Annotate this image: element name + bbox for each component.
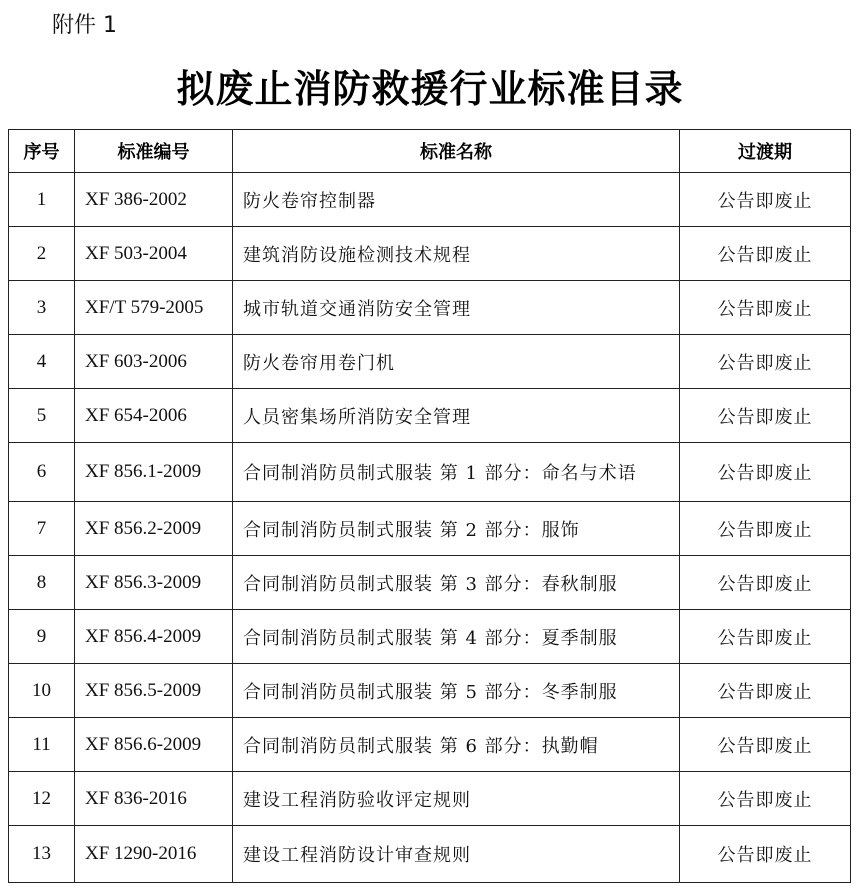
table-row [9, 502, 851, 556]
row-standard-code: XF 654-2006 [75, 389, 233, 443]
page-title: 拟废止消防救援行业标准目录 [176, 67, 684, 111]
row-serial-number: 9 [9, 610, 75, 664]
row-standard-name: 人员密集场所消防安全管理 [233, 389, 680, 443]
row-standard-code: XF 1290-2016 [75, 826, 233, 883]
row-transition-period: 公告即废止 [680, 664, 851, 718]
attachment-label: 附件 1 [52, 13, 117, 38]
row-standard-code: XF 856.5-2009 [75, 664, 233, 718]
row-standard-code: XF 856.1-2009 [75, 443, 233, 502]
row-standard-code: XF 603-2006 [75, 335, 233, 389]
header-standard-code: 标准编号 [75, 130, 233, 173]
table-row [9, 718, 851, 772]
header-transition-period: 过渡期 [680, 130, 851, 173]
row-standard-name: 建设工程消防设计审查规则 [233, 826, 680, 883]
row-standard-code: XF 503-2004 [75, 227, 233, 281]
table-row [9, 227, 851, 281]
row-transition-period: 公告即废止 [680, 281, 851, 335]
row-serial-number: 4 [9, 335, 75, 389]
row-serial-number: 11 [9, 718, 75, 772]
table-row [9, 335, 851, 389]
row-standard-name: 合同制消防员制式服装 第 1 部分：命名与术语 [233, 443, 680, 502]
row-standard-name: 合同制消防员制式服装 第 6 部分：执勤帽 [233, 718, 680, 772]
row-transition-period: 公告即废止 [680, 227, 851, 281]
header-serial-number: 序号 [9, 130, 75, 173]
row-standard-name: 建筑消防设施检测技术规程 [233, 227, 680, 281]
table-row [9, 610, 851, 664]
row-serial-number: 3 [9, 281, 75, 335]
row-standard-code: XF 386-2002 [75, 173, 233, 227]
row-serial-number: 10 [9, 664, 75, 718]
table-row [9, 664, 851, 718]
row-serial-number: 13 [9, 826, 75, 883]
row-transition-period: 公告即废止 [680, 826, 851, 883]
row-standard-name: 建设工程消防验收评定规则 [233, 772, 680, 826]
table-row [9, 281, 851, 335]
row-standard-code: XF 856.6-2009 [75, 718, 233, 772]
row-serial-number: 2 [9, 227, 75, 281]
row-transition-period: 公告即废止 [680, 610, 851, 664]
standards-table [8, 129, 851, 883]
row-standard-code: XF 836-2016 [75, 772, 233, 826]
row-standard-name: 防火卷帘控制器 [233, 173, 680, 227]
header-standard-name: 标准名称 [233, 130, 680, 173]
row-transition-period: 公告即废止 [680, 173, 851, 227]
row-standard-code: XF 856.2-2009 [75, 502, 233, 556]
row-serial-number: 5 [9, 389, 75, 443]
row-standard-name: 合同制消防员制式服装 第 5 部分：冬季制服 [233, 664, 680, 718]
table-row [9, 173, 851, 227]
table-header-row [9, 130, 851, 173]
row-transition-period: 公告即废止 [680, 556, 851, 610]
table-row [9, 826, 851, 883]
table-row [9, 556, 851, 610]
row-serial-number: 7 [9, 502, 75, 556]
row-transition-period: 公告即废止 [680, 718, 851, 772]
row-standard-name: 合同制消防员制式服装 第 3 部分：春秋制服 [233, 556, 680, 610]
row-serial-number: 6 [9, 443, 75, 502]
row-transition-period: 公告即废止 [680, 502, 851, 556]
table-row [9, 389, 851, 443]
row-serial-number: 1 [9, 173, 75, 227]
row-transition-period: 公告即废止 [680, 772, 851, 826]
row-standard-name: 合同制消防员制式服装 第 2 部分：服饰 [233, 502, 680, 556]
row-serial-number: 12 [9, 772, 75, 826]
table-row [9, 772, 851, 826]
table-row [9, 443, 851, 502]
row-serial-number: 8 [9, 556, 75, 610]
row-standard-code: XF 856.3-2009 [75, 556, 233, 610]
row-transition-period: 公告即废止 [680, 443, 851, 502]
row-standard-code: XF 856.4-2009 [75, 610, 233, 664]
row-standard-name: 合同制消防员制式服装 第 4 部分：夏季制服 [233, 610, 680, 664]
row-standard-name: 防火卷帘用卷门机 [233, 335, 680, 389]
row-transition-period: 公告即废止 [680, 389, 851, 443]
row-standard-code: XF/T 579-2005 [75, 281, 233, 335]
row-transition-period: 公告即废止 [680, 335, 851, 389]
row-standard-name: 城市轨道交通消防安全管理 [233, 281, 680, 335]
